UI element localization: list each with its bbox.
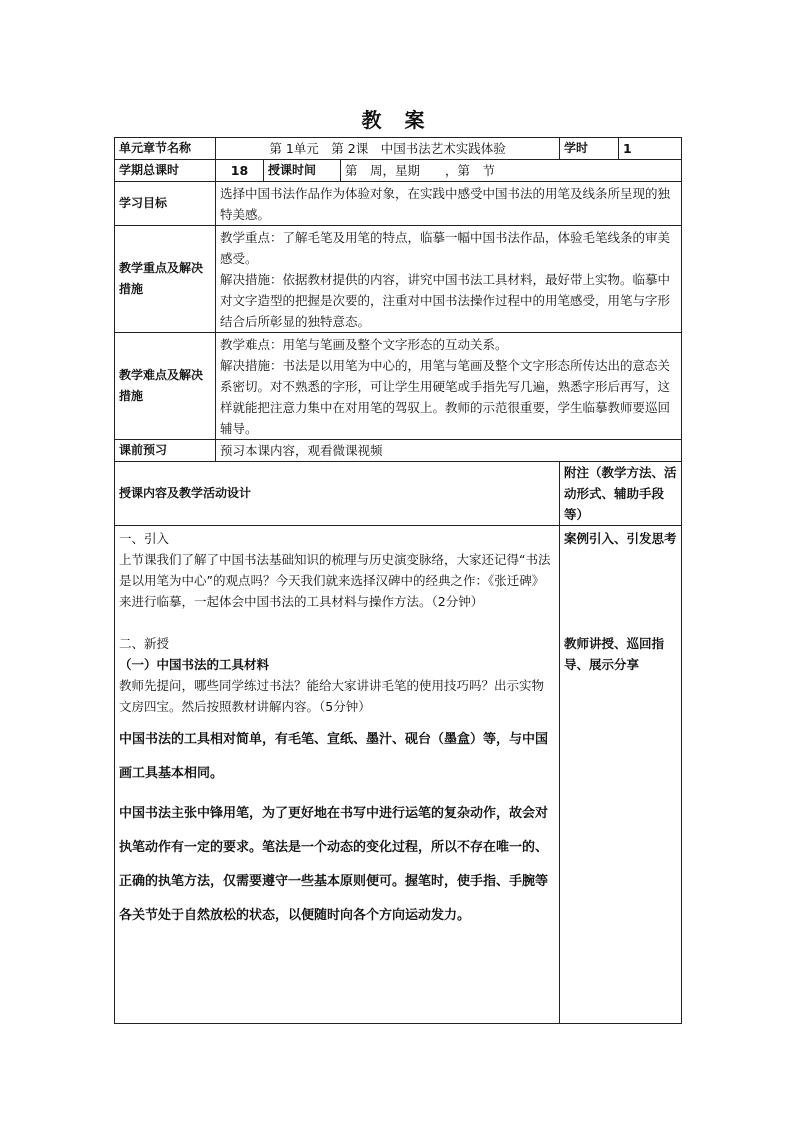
total-hours-label: 学期总课时: [115, 160, 216, 182]
notes-cell: [560, 526, 682, 1024]
objectives-label: 学习目标: [115, 182, 216, 226]
row-unit: [115, 138, 682, 160]
row-difficulties: [115, 333, 682, 440]
note-new-lesson: 教师讲授、巡回指导、展示分享: [564, 636, 665, 672]
row-objectives: [115, 182, 682, 226]
tools-text: 教师先提问，哪些同学练过书法？能给大家讲讲毛笔的使用技巧吗？出示实物文房四宝。然后按照教材讲解内容。（5分钟）: [119, 678, 545, 714]
row-key-points: [115, 226, 682, 333]
difficulties-label: 教学难点及解决措施: [115, 333, 216, 440]
intro-text: 上节课我们了解了中国书法基础知识的梳理与历史演变脉络，大家还记得“书法是以用笔为中心”的观点吗？今天我们就来选择汉碑中的经典之作：《张迁碑》来进行临摹，一起体会中国书法的工具材料与操作方法。（2分钟）: [119, 552, 551, 609]
lesson-plan-table: [114, 137, 682, 1024]
note-intro: 案例引入、引发思考: [564, 531, 677, 546]
intro-heading: 一、引入: [119, 531, 170, 546]
brush-paragraph: 中国书法主张中锋用笔，为了更好地在书写中进行运笔的复杂动作，故会对执笔动作有一定的要求。笔法是一个动态的变化过程，所以不存在唯一的、正确的执笔方法，仅需要遵守一些基本原则便可。握笔时，使手指、手腕等各关节处于自然放松的状态，以便随时向各个方向运动发力。: [119, 806, 549, 923]
class-time-value: 第 周，星期 ，第 节: [341, 160, 682, 182]
tools-paragraph: 中国书法的工具相对简单，有毛笔、宣纸、墨汁、砚台（墨盒）等，与中国画工具基本相同。: [119, 732, 549, 781]
unit-label: 单元章节名称: [115, 138, 216, 160]
difficulties-solution: 解决措施：书法是以用笔为中心的，用笔与笔画及整个文字形态所传达出的意态关系密切。对不熟悉的字形，可让学生用硬笔或手指先写几遍，熟悉字形后再写，这样就能把注意力集中在对用笔的驾驭上。教师的示范很重要，学生临摹教师要巡回辅导。: [220, 358, 671, 436]
row-content-header: [115, 462, 682, 526]
new-lesson-heading: 二、新授: [119, 636, 170, 651]
key-points-label: 教学重点及解决措施: [115, 226, 216, 333]
key-points-value: [216, 226, 682, 333]
page-title: 教 案: [361, 108, 433, 132]
content-header-label: 授课内容及教学活动设计: [115, 462, 560, 526]
difficulties-text: 教学难点：用笔与笔画及整个文字形态的互动关系。: [220, 337, 508, 352]
difficulties-value: [216, 333, 682, 440]
preview-value: 预习本课内容，观看微课视频: [216, 440, 682, 462]
notes-header-label: 附注（教学方法、活动形式、辅助手段等）: [560, 462, 682, 526]
hours-label: 学时: [560, 138, 619, 160]
key-points-solution: 解决措施：依据教材提供的内容，讲究中国书法工具材料，最好带上实物。临摹中对文字造型的把握是次要的，注重对中国书法操作过程中的用笔感受，用笔与字形结合后所彰显的独特意态。: [220, 272, 671, 329]
unit-value: 第 1单元 第 2课 中国书法艺术实践体验: [216, 138, 560, 160]
objectives-value: 选择中国书法作品作为体验对象，在实践中感受中国书法的用笔及线条所呈现的独特美感。: [216, 182, 682, 226]
class-time-label: 授课时间: [264, 160, 341, 182]
hours-value: 1: [619, 138, 682, 160]
tools-subheading: （一）中国书法的工具材料: [119, 657, 270, 672]
total-hours-value: 18: [216, 160, 264, 182]
content-cell: [115, 526, 560, 1024]
row-content: [115, 526, 682, 1024]
row-preview: [115, 440, 682, 462]
row-total-hours: [115, 160, 682, 182]
key-points-text: 教学重点：了解毛笔及用笔的特点，临摹一幅中国书法作品，体验毛笔线条的审美感受。: [220, 230, 671, 266]
preview-label: 课前预习: [115, 440, 216, 462]
